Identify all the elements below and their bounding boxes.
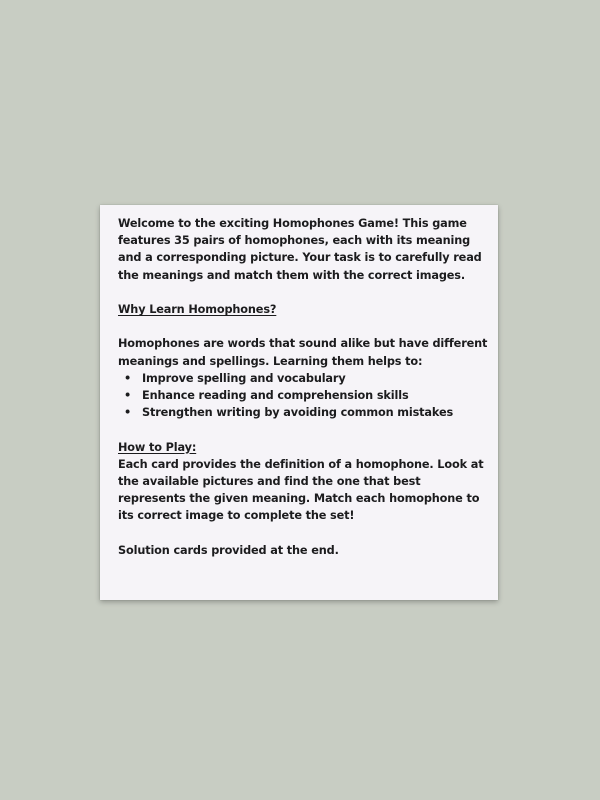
- benefits-list: [118, 370, 488, 422]
- bullet-icon: •: [124, 371, 132, 385]
- spacer: [118, 318, 488, 335]
- spacer: [118, 284, 488, 301]
- spacer: [118, 421, 488, 438]
- intro-paragraph: Welcome to the exciting Homophones Game! This game features 35 pairs of homophones, each with its meaning and a corresponding picture. Your task is to carefully read the meanings and match them with the correct images.: [118, 217, 482, 282]
- list-item: [124, 370, 488, 387]
- why-learn-paragraph: Homophones are words that sound alike but have different meanings and spellings. Learning them helps to:: [118, 337, 488, 368]
- instruction-card: [100, 205, 498, 600]
- bullet-icon: •: [124, 389, 132, 402]
- why-learn-heading: Why Learn Homophones?: [118, 303, 277, 316]
- spacer: [118, 525, 488, 542]
- bullet-icon: •: [124, 406, 132, 420]
- list-item: [124, 387, 488, 404]
- how-to-play-paragraph: Each card provides the definition of a homophone. Look at the available pictures and find the one that best represents the given meaning. Match each homophone to its correct image to complete the set!: [118, 457, 484, 523]
- benefit-text: Improve spelling and vocabulary: [142, 371, 346, 385]
- benefit-text: Strengthen writing by avoiding common mistakes: [142, 406, 454, 420]
- list-item: [124, 404, 488, 421]
- benefit-text: Enhance reading and comprehension skills: [142, 389, 409, 402]
- how-to-play-heading: How to Play:: [118, 440, 197, 454]
- solution-note: Solution cards provided at the end.: [118, 543, 339, 557]
